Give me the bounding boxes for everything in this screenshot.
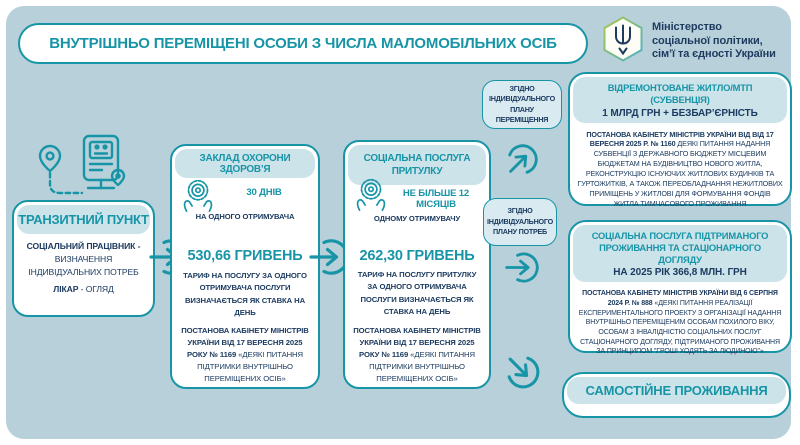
supported-living-card [568,220,792,356]
independent-living-card [562,372,791,418]
needs-plan-text: ЗГІДНО ІНДИВІДУАЛЬНОГО ПЛАНУ ПОТРЕБ [487,206,553,237]
shelter-service-card [343,140,491,389]
doctor-desc: - ОГЛЯД [78,283,114,294]
health-tariff-note: ТАРИФ НА ПОСЛУГУ ЗА ОДНОГО ОТРИМУВАЧА ПОСЛУГИ ВИЗНАЧАЄТЬСЯ ЯК СТАВКА НА ДЕНЬ [183,271,307,317]
health-decree-name: «ДЕЯКІ ПИТАННЯ ПІДТРИМКИ ВНУТРІШНЬО ПЕРЕМІЩЕНИХ ОСІБ» [197,349,303,383]
supported-living-decree [570,285,790,359]
shelter-service-title: СОЦІАЛЬНА ПОСЛУГА ПРИТУЛКУ [363,153,471,177]
supported-living-decree-name: «ДЕЯКІ ПИТАННЯ РЕАЛІЗАЦІЇ ЕКСПЕРИМЕНТАЛЬНОГО ПРОЕКТУ З ОРГАНІЗАЦІЇ НАДАННЯ ВНУТРІШНЬО ПЕРЕМІЩЕНИМ ОСОБАМ ПОХИЛОГО ВІКУ, ОСОБАМ З ІНВАЛІДНІСТЮ СОЦІАЛЬНИХ ПОСЛУГ СТАЦІОНАРНОГО ДОГЛЯДУ, ПІДТРИМАНОГО ПРОЖИВАННЯ ЗА ПРИНЦИПОМ "ГРОШІ ХОДЯТЬ ЗА ЛЮДИНОЮ"» [578,299,782,356]
page-title-text: ВНУТРІШНЬО ПЕРЕМІЩЕНІ ОСОБИ З ЧИСЛА МАЛОМОБІЛЬНИХ ОСІБ [49,35,557,52]
ministry-name-line: сім’ї та єдності України [652,48,776,61]
shelter-price: 262,30 ГРИВЕНЬ [359,248,475,264]
shelter-decree-name: «ДЕЯКІ ПИТАННЯ ПІДТРИМКИ ВНУТРІШНЬО ПЕРЕМІЩЕНИХ ОСІБ» [369,349,475,383]
ministry-name [652,21,794,62]
shelter-tariff-note: ТАРИФ НА ПОСЛУГУ ПРИТУЛКУ ЗА ОДНОГО ОТРИМУВАЧА ПОСЛУГИ ВИЗНАЧАЄТЬСЯ ЯК СТАВКА НА ДЕНЬ [357,270,477,316]
ministry-name-line: Міністерство [652,21,722,33]
renovated-housing-amount: 1 МЛРД ГРН + БЕЗБАР’ЄРНІСТЬ [602,107,758,119]
renovated-housing-header [573,77,787,123]
doctor-label: ЛІКАР [53,283,79,294]
renovated-housing-decree [570,126,790,212]
health-duration: 30 ДНІВ [246,187,282,198]
page-title [18,23,588,64]
renovated-housing-decree-ref: ПОСТАНОВА КАБІНЕТУ МІНІСТРІВ УКРАЇНИ ВІД ВІД 17 ВЕРЕСНЯ 2025 Р. № 1160 [586,129,774,149]
shelter-per-recipient: ОДНОМУ ОТРИМУВАЧУ [373,214,461,223]
hands-holding-gear-icon [352,175,390,213]
health-facility-title: ЗАКЛАД ОХОРОНИ ЗДОРОВ’Я [199,152,291,175]
health-price: 530,66 ГРИВЕНЬ [187,248,303,264]
social-worker-desc: ВИЗНАЧЕННЯ ІНДИВІДУАЛЬНИХ ПОТРЕБ [28,253,139,277]
renovated-housing-card [568,72,792,209]
health-per-recipient: НА ОДНОГО ОТРИМУВАЧА [195,212,295,221]
health-decree-ref: ПОСТАНОВА КАБІНЕТУ МІНІСТРІВ УКРАЇНИ ВІД 17 ВЕРЕСНЯ 2025 РОКУ № 1169 [181,326,309,359]
relocation-plan-text: ЗГІДНО ІНДИВІДУАЛЬНОГО ПЛАНУ ПЕРЕМІЩЕННЯ [489,83,555,124]
renovated-housing-decree-name: ДЕЯКІ ПИТАННЯ НАДАННЯ СУБВЕНЦІЇ З ДЕРЖАВНОГО БЮДЖЕТУ МІСЦЕВИМ БЮДЖЕТАМ НА БУДІВНИЦТВО НОВОГО ЖИТЛА, РЕКОНСТРУКЦІЮ ІСНУЮЧИХ ЖИТЛОВИХ БУДИНКІВ ТА ГУРТОЖИТКІВ, А ТАКОЖ ПЕРЕОБЛАДНАННЯ НЕЖИТЛОВИХ ПРИМІЩЕНЬ У ЖИТЛОВІ ДЛЯ ФОРМУВАННЯ ФОНДІВ ЖИТЛА ТИМЧАСОВОГО ПРОЖИВАННЯ [577,139,783,209]
flow-arrow-icon-to-supported-living [505,249,542,286]
tryzub-hexagon-icon [601,15,645,63]
ministry-logo [601,15,645,63]
shelter-duration: НЕ БІЛЬШЕ 12 МІСЯЦІВ [402,188,470,210]
health-facility-card [170,144,320,389]
needs-plan-box [483,198,557,246]
ministry-name-line: соціальної політики, [652,34,763,47]
supported-living-title: СОЦІАЛЬНА ПОСЛУГА ПІДТРИМАНОГО ПРОЖИВАННЯ ТА СТАЦІОНАРНОГО ДОГЛЯДУ [591,230,769,265]
health-decree [180,325,310,385]
supported-living-header [573,225,787,282]
transit-point-card [12,200,155,317]
transit-point-title: ТРАНЗИТНИЙ ПУНКТ [18,212,149,227]
renovated-housing-title: ВІДРЕМОНТОВАНЕ ЖИТЛО/МТП (СУБВЕНЦІЯ) [607,82,753,105]
independent-living-title: САМОСТІЙНЕ ПРОЖИВАННЯ [585,383,768,398]
supported-living-decree-ref: ПОСТАНОВА КАБІНЕТУ МІНІСТРІВ УКРАЇНИ ВІД 6 СЕРПНЯ 2024 Р. № 888 [582,290,778,307]
shelter-decree [353,325,481,385]
transit-point-header [17,205,150,234]
health-facility-header [175,149,315,178]
transit-kiosk-location-icon [28,134,136,200]
transit-point-body [18,240,149,296]
relocation-plan-box [482,80,562,129]
shelter-decree-ref: ПОСТАНОВА КАБІНЕТУ МІНІСТРІВ УКРАЇНИ ВІД 17 ВЕРЕСНЯ 2025 РОКУ № 1169 [353,326,481,359]
supported-living-amount: НА 2025 РІК 366,8 МЛН. ГРН [613,267,747,279]
independent-living-header [567,377,786,404]
social-worker-label: СОЦІАЛЬНИЙ ПРАЦІВНИК - [26,241,141,251]
hands-holding-gear-icon [179,176,217,214]
